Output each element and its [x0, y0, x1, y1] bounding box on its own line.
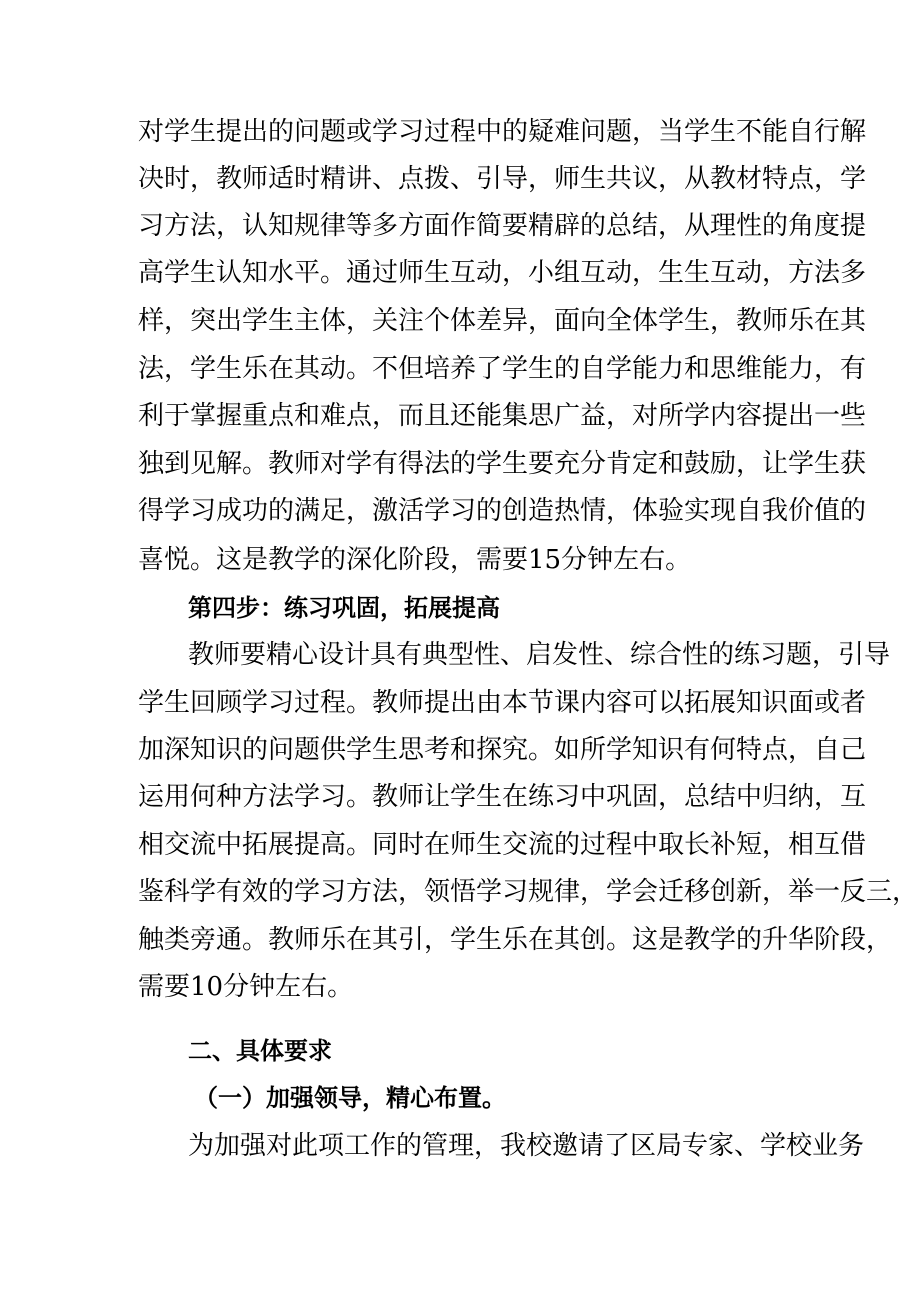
section2-heading: 二、具体要求 — [188, 1037, 332, 1065]
paragraph2-line-1: 教师要精心设计具有典型性、启发性、综合性的练习题，引导 — [188, 640, 891, 670]
paragraph3-line-1: 为加强对此项工作的管理，我校邀请了区局专家、学校业务 — [188, 1131, 865, 1161]
paragraph1-line-6: 法，学生乐在其动。不但培养了学生的自学能力和思维能力，有 — [138, 354, 867, 384]
paragraph2-line-7: 触类旁通。教师乐在其引，学生乐在其创。这是教学的升华阶段， — [138, 925, 893, 955]
paragraph1-line-1: 对学生提出的问题或学习过程中的疑难问题，当学生不能自行解 — [138, 117, 867, 147]
paragraph2-line-4: 运用何种方法学习。教师让学生在练习中巩固，总结中归纳，互 — [138, 782, 867, 812]
paragraph1-line-8: 独到见解。教师对学有得法的学生要充分肯定和鼓励，让学生获 — [138, 449, 867, 479]
paragraph2-line-2: 学生回顾学习过程。教师提出由本节课内容可以拓展知识面或者 — [138, 688, 867, 718]
paragraph1-line-5: 样，突出学生主体，关注个体差异，面向全体学生，教师乐在其 — [138, 306, 867, 336]
paragraph1-line-10: 喜悦。这是教学的深化阶段，需要15分钟左右。 — [138, 545, 692, 575]
paragraph1-line-9: 得学习成功的满足，激活学习的创造热情，体验实现自我价值的 — [138, 496, 867, 526]
step4-heading: 第四步：练习巩固，拓展提高 — [188, 594, 500, 622]
paragraph1-line-3: 习方法，认知规律等多方面作简要精辟的总结，从理性的角度提 — [138, 211, 867, 241]
paragraph2-line-6: 鉴科学有效的学习方法，领悟学习规律，学会迁移创新，举一反三， — [138, 877, 919, 907]
paragraph2-line-8: 需要10分钟左右。 — [138, 972, 354, 1002]
paragraph1-line-7: 利于掌握重点和难点，而且还能集思广益，对所学内容提出一些 — [138, 401, 867, 431]
paragraph1-line-2: 决时，教师适时精讲、点拨、引导，师生共议，从教材特点，学 — [138, 164, 867, 194]
subsection1-heading: （一）加强领导，精心布置。 — [194, 1084, 506, 1112]
paragraph1-line-4: 高学生认知水平。通过师生互动，小组互动，生生互动，方法多 — [138, 258, 867, 288]
paragraph2-line-3: 加深知识的问题供学生思考和探究。如所学知识有何特点，自己 — [138, 735, 867, 765]
paragraph2-line-5: 相交流中拓展提高。同时在师生交流的过程中取长补短，相互借 — [138, 830, 867, 860]
